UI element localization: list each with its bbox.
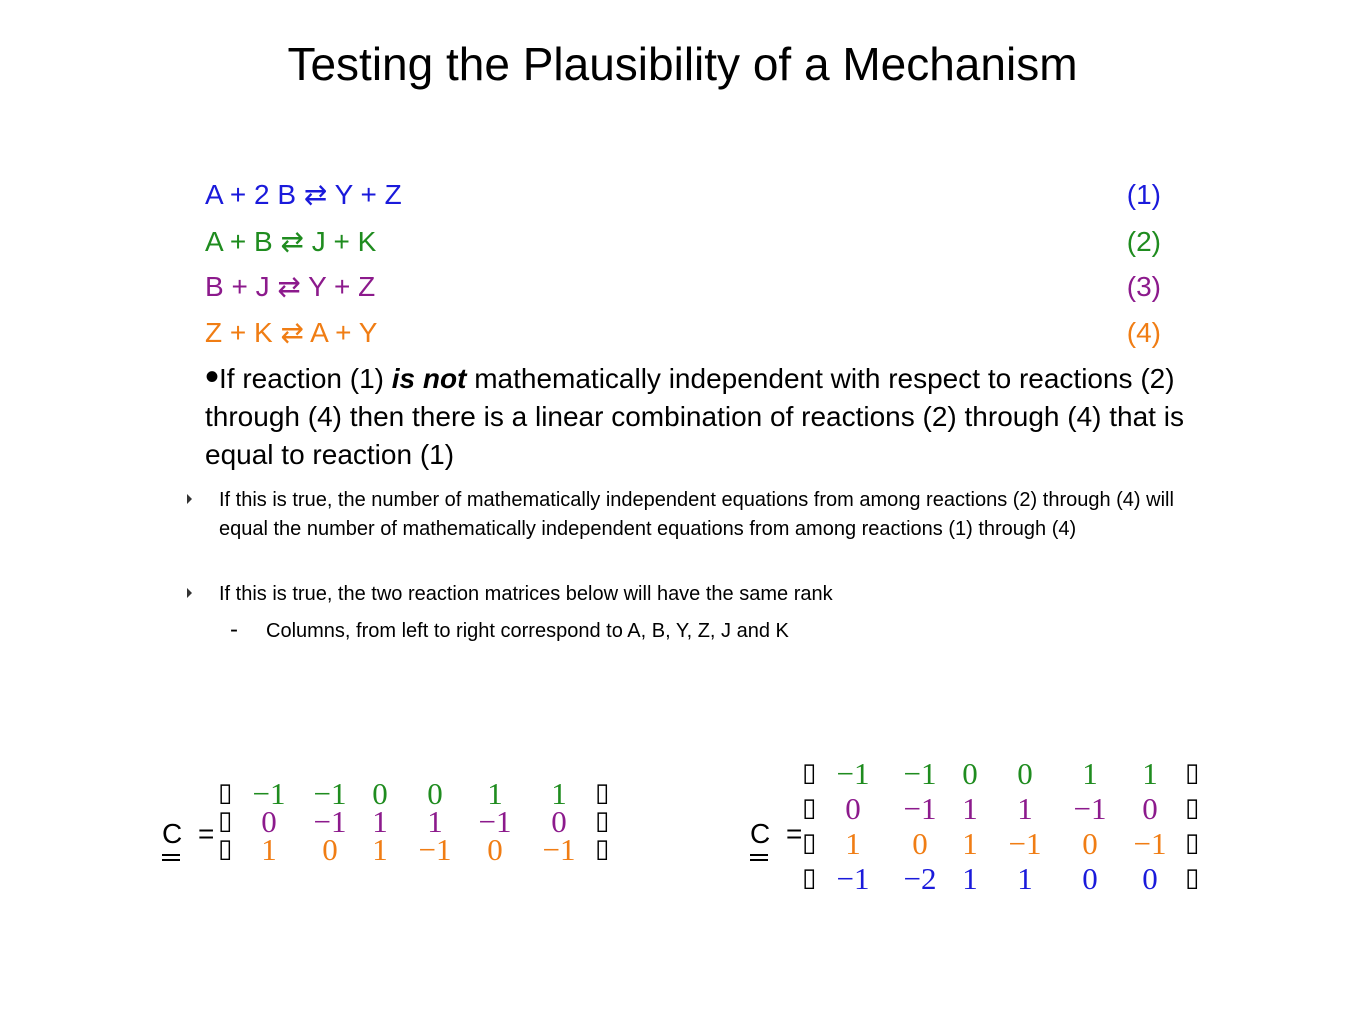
triangle-bullet-icon bbox=[187, 494, 192, 504]
matrix-cell: −1 bbox=[478, 804, 512, 839]
matrix-cell: 1 bbox=[427, 804, 443, 839]
matrix-cell: −1 bbox=[1008, 826, 1042, 861]
bracket-left-icon: ▯ bbox=[218, 778, 233, 808]
bracket-right-icon: ▯ bbox=[1185, 863, 1200, 893]
matrix-cell: −2 bbox=[903, 861, 937, 896]
sub-bullet-1 bbox=[219, 486, 1219, 544]
matrix-cell: 1 bbox=[1017, 791, 1033, 826]
matrix-cell: 1 bbox=[372, 804, 388, 839]
matrix-symbol: C bbox=[162, 818, 183, 849]
bracket-left-icon: ▯ bbox=[802, 828, 817, 858]
matrix-cell: −1 bbox=[313, 804, 347, 839]
matrix-cell: 1 bbox=[372, 832, 388, 867]
matrix-cell: −1 bbox=[836, 861, 870, 896]
matrix-cell: 0 bbox=[1017, 756, 1033, 791]
matrix-cell: 1 bbox=[962, 826, 978, 861]
matrix-cell: 0 bbox=[261, 804, 277, 839]
double-underline-top bbox=[162, 854, 180, 856]
triangle-bullet-icon bbox=[187, 588, 192, 598]
matrix-cell: −1 bbox=[252, 776, 286, 811]
matrix-cell: −1 bbox=[836, 756, 870, 791]
matrix-cell: −1 bbox=[542, 832, 576, 867]
matrix-cell: −1 bbox=[903, 791, 937, 826]
matrix-cell: 1 bbox=[551, 776, 567, 811]
matrix-cell: 1 bbox=[1017, 861, 1033, 896]
matrix-cell: −1 bbox=[1073, 791, 1107, 826]
reaction-4 bbox=[205, 315, 1161, 351]
sub-bullet-text: If this is true, the two reaction matrices below will have the same rank bbox=[219, 583, 833, 605]
matrix-cell: 0 bbox=[845, 791, 861, 826]
bracket-right-icon: ▯ bbox=[1185, 758, 1200, 788]
reaction-3 bbox=[205, 269, 1161, 305]
bracket-right-icon: ▯ bbox=[595, 806, 610, 836]
page-title: Testing the Plausibility of a Mechanism bbox=[287, 38, 1078, 90]
matrix-cell: 0 bbox=[487, 832, 503, 867]
reaction-number: (3) bbox=[1126, 271, 1161, 302]
sub-sub-bullet-text: Columns, from left to right correspond to A, B, Y, Z, J and K bbox=[266, 620, 789, 642]
bracket-left-icon: ▯ bbox=[218, 806, 233, 836]
reaction-equation: B + J ⇄ Y + Z bbox=[205, 271, 376, 302]
matrix-cell: 0 bbox=[322, 832, 338, 867]
bracket-left-icon: ▯ bbox=[802, 758, 817, 788]
reaction-equation: A + 2 B ⇄ Y + Z bbox=[205, 179, 402, 210]
reaction-number: (1) bbox=[1126, 179, 1161, 210]
reaction-equation: A + B ⇄ J + K bbox=[205, 226, 377, 257]
bracket-left-icon: ▯ bbox=[218, 834, 233, 864]
bracket-right-icon: ▯ bbox=[595, 834, 610, 864]
main-bullet-paragraph bbox=[205, 355, 1215, 474]
double-underline-top bbox=[750, 854, 768, 856]
matrix-cell: 0 bbox=[1082, 861, 1098, 896]
matrix-equals: = bbox=[786, 818, 803, 849]
bracket-right-icon: ▯ bbox=[595, 778, 610, 808]
matrix-cell: −1 bbox=[903, 756, 937, 791]
matrix-cell: 0 bbox=[962, 756, 978, 791]
matrix-cell: 0 bbox=[1142, 861, 1158, 896]
dash-bullet-icon: - bbox=[230, 616, 238, 643]
bracket-right-icon: ▯ bbox=[1185, 793, 1200, 823]
reaction-number: (2) bbox=[1126, 226, 1161, 257]
matrix-cell: 0 bbox=[372, 776, 388, 811]
matrix-cell: −1 bbox=[418, 832, 452, 867]
matrix-cell: 0 bbox=[1082, 826, 1098, 861]
reaction-1 bbox=[205, 177, 1161, 213]
matrix-cell: 0 bbox=[1142, 791, 1158, 826]
matrix-cell: 1 bbox=[962, 791, 978, 826]
bracket-left-icon: ▯ bbox=[802, 863, 817, 893]
reaction-number: (4) bbox=[1126, 317, 1161, 348]
sub-bullet-text: If this is true, the number of mathematically independent equations from among reactions (2) through (4) will equal the number of mathematically independent equations from among reactions (1) through (4) bbox=[219, 489, 1174, 540]
matrix-cell: −1 bbox=[1133, 826, 1167, 861]
matrix-cell: 1 bbox=[1082, 756, 1098, 791]
paragraph-emphasis: is not bbox=[391, 363, 467, 394]
matrix-label-left bbox=[162, 818, 214, 850]
matrix-cell: 0 bbox=[551, 804, 567, 839]
paragraph-text-post: mathematically independent with respect to reactions (2) through (4) then there is a linear combination of reactions (2) through (4) that is equal to reaction (1) bbox=[205, 363, 1184, 470]
bracket-left-icon: ▯ bbox=[802, 793, 817, 823]
sub-sub-bullet bbox=[230, 616, 789, 646]
matrix-cell: 1 bbox=[1142, 756, 1158, 791]
matrix-symbol: C bbox=[750, 818, 771, 849]
matrix-equals: = bbox=[198, 818, 215, 849]
reaction-2 bbox=[205, 224, 1161, 260]
matrix-cell: −1 bbox=[313, 776, 347, 811]
bracket-right-icon: ▯ bbox=[1185, 828, 1200, 858]
matrix-cell: 0 bbox=[427, 776, 443, 811]
double-underline-bottom bbox=[162, 859, 180, 861]
paragraph-text-pre: If reaction (1) bbox=[219, 363, 392, 394]
matrix-cell: 1 bbox=[261, 832, 277, 867]
matrix-cell: 1 bbox=[962, 861, 978, 896]
sub-bullet-2 bbox=[219, 580, 1219, 609]
reaction-equation: Z + K ⇄ A + Y bbox=[205, 317, 378, 348]
matrix-label-right bbox=[750, 818, 802, 850]
bullet-icon: • bbox=[205, 355, 220, 399]
matrix-cell: 1 bbox=[845, 826, 861, 861]
matrix-cell: 1 bbox=[487, 776, 503, 811]
double-underline-bottom bbox=[750, 859, 768, 861]
matrix-cell: 0 bbox=[912, 826, 928, 861]
